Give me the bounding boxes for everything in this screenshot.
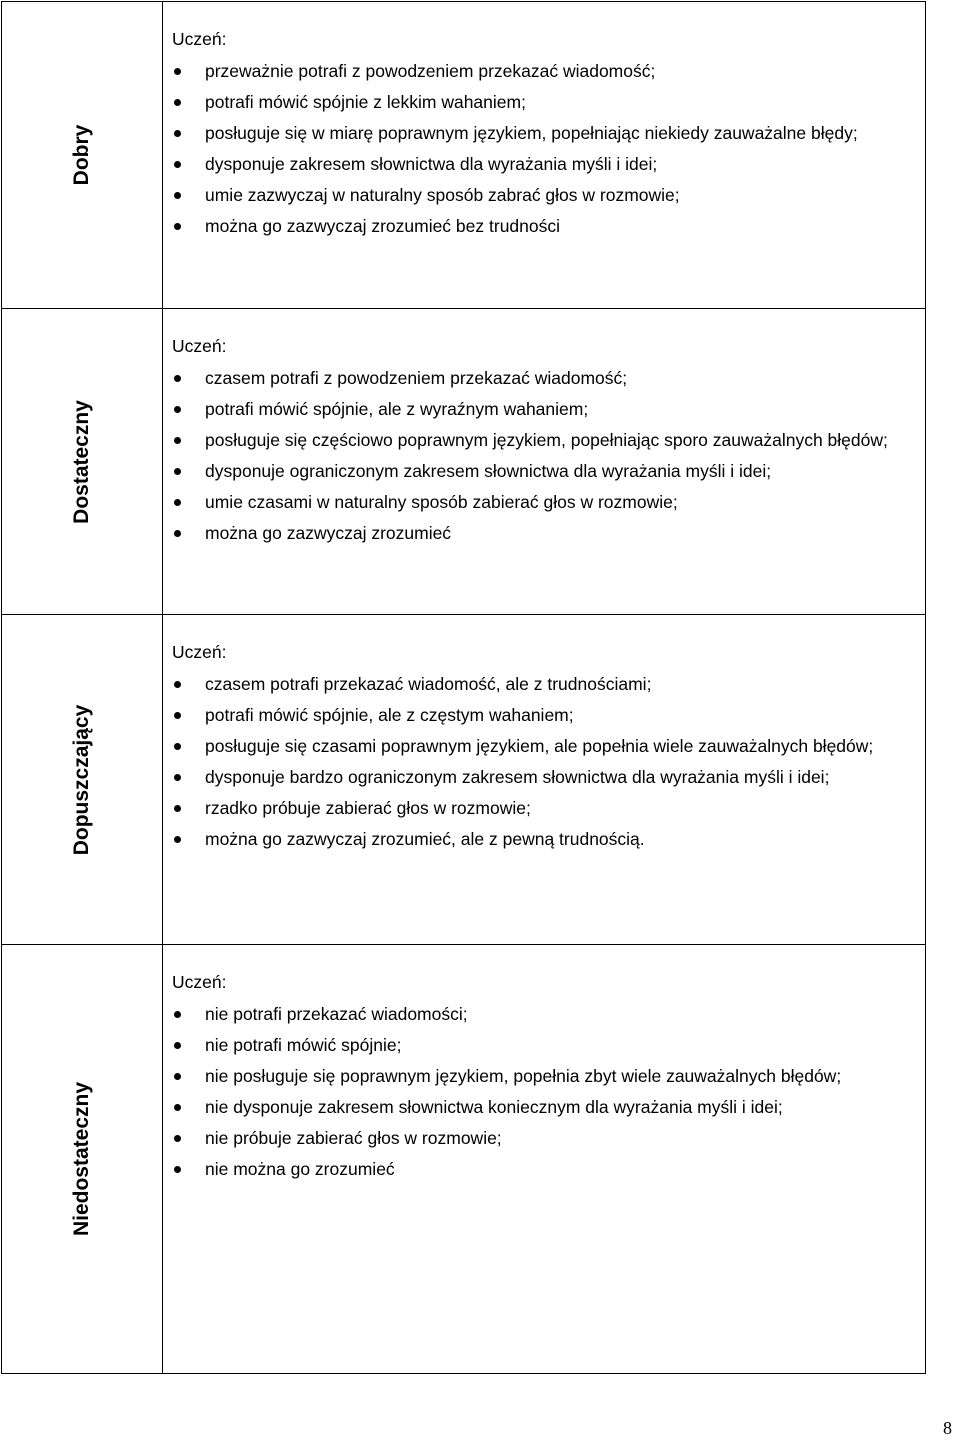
- grade-cell: [2, 945, 163, 1373]
- criteria-item: dysponuje bardzo ograniczonym zakresem słownictwa dla wyrażania myśli i idei;: [172, 767, 918, 788]
- criteria-item: przeważnie potrafi z powodzeniem przekazać wiadomość;: [172, 61, 918, 82]
- grade-cell: [2, 615, 163, 944]
- criteria-item: potrafi mówić spójnie, ale z wyraźnym wahaniem;: [172, 399, 918, 420]
- criteria-item: umie zazwyczaj w naturalny sposób zabrać głos w rozmowie;: [172, 185, 918, 206]
- grade-row-dopuszczajacy: [2, 615, 926, 945]
- criteria-list: [172, 1004, 918, 1180]
- criteria-lead: Uczeń:: [172, 29, 227, 49]
- bullet-icon: [174, 1011, 181, 1018]
- grade-row-niedostateczny: [2, 945, 926, 1374]
- criteria-item: można go zazwyczaj zrozumieć bez trudności: [172, 216, 918, 237]
- bullet-icon: [174, 1135, 181, 1142]
- bullet-icon: [174, 1166, 181, 1173]
- page-number: 8: [943, 1418, 952, 1438]
- criteria-item: nie potrafi mówić spójnie;: [172, 1035, 918, 1056]
- criteria-item: dysponuje zakresem słownictwa dla wyrażania myśli i idei;: [172, 154, 918, 175]
- grade-cell: [2, 2, 163, 308]
- bullet-icon: [174, 805, 181, 812]
- criteria-item: posługuje się w miarę poprawnym językiem, popełniając niekiedy zauważalne błędy;: [172, 123, 918, 144]
- criteria-cell: [163, 309, 926, 614]
- criteria-item: posługuje się czasami poprawnym językiem, ale popełnia wiele zauważalnych błędów;: [172, 736, 918, 757]
- bullet-icon: [174, 530, 181, 537]
- criteria-item: rzadko próbuje zabierać głos w rozmowie;: [172, 798, 918, 819]
- grade-cell: [2, 309, 163, 614]
- criteria-item: potrafi mówić spójnie z lekkim wahaniem;: [172, 92, 918, 113]
- criteria-list: [172, 674, 918, 850]
- bullet-icon: [174, 375, 181, 382]
- criteria-item: nie próbuje zabierać głos w rozmowie;: [172, 1128, 918, 1149]
- criteria-item: można go zazwyczaj zrozumieć, ale z pewną trudnością.: [172, 829, 918, 850]
- criteria-item: można go zazwyczaj zrozumieć: [172, 523, 918, 544]
- criteria-item: nie można go zrozumieć: [172, 1159, 918, 1180]
- bullet-icon: [174, 437, 181, 444]
- bullet-icon: [174, 743, 181, 750]
- bullet-icon: [174, 774, 181, 781]
- bullet-icon: [174, 130, 181, 137]
- grade-label: Dopuszczający: [70, 704, 93, 855]
- criteria-lead: Uczeń:: [172, 642, 227, 662]
- grade-label: Dobry: [70, 124, 93, 186]
- bullet-icon: [174, 161, 181, 168]
- grade-label: Dostateczny: [70, 399, 93, 524]
- bullet-icon: [174, 1104, 181, 1111]
- criteria-list: [172, 61, 918, 237]
- criteria-item: nie dysponuje zakresem słownictwa koniecznym dla wyrażania myśli i idei;: [172, 1097, 918, 1118]
- bullet-icon: [174, 1073, 181, 1080]
- criteria-item: czasem potrafi z powodzeniem przekazać wiadomość;: [172, 368, 918, 389]
- grading-table: [1, 1, 926, 1374]
- criteria-item: czasem potrafi przekazać wiadomość, ale z trudnościami;: [172, 674, 918, 695]
- criteria-item: posługuje się częściowo poprawnym językiem, popełniając sporo zauważalnych błędów;: [172, 430, 918, 451]
- bullet-icon: [174, 836, 181, 843]
- criteria-list: [172, 368, 918, 544]
- bullet-icon: [174, 468, 181, 475]
- bullet-icon: [174, 99, 181, 106]
- bullet-icon: [174, 192, 181, 199]
- criteria-item: dysponuje ograniczonym zakresem słownictwa dla wyrażania myśli i idei;: [172, 461, 918, 482]
- grade-row-dostateczny: [2, 309, 926, 615]
- bullet-icon: [174, 68, 181, 75]
- criteria-item: umie czasami w naturalny sposób zabierać głos w rozmowie;: [172, 492, 918, 513]
- bullet-icon: [174, 681, 181, 688]
- bullet-icon: [174, 1042, 181, 1049]
- bullet-icon: [174, 223, 181, 230]
- criteria-cell: [163, 2, 926, 308]
- criteria-item: potrafi mówić spójnie, ale z częstym wahaniem;: [172, 705, 918, 726]
- criteria-cell: [163, 945, 926, 1373]
- bullet-icon: [174, 499, 181, 506]
- grade-label: Niedostateczny: [70, 1081, 93, 1237]
- criteria-lead: Uczeń:: [172, 336, 227, 356]
- bullet-icon: [174, 406, 181, 413]
- grade-row-dobry: [2, 2, 926, 309]
- criteria-item: nie potrafi przekazać wiadomości;: [172, 1004, 918, 1025]
- criteria-lead: Uczeń:: [172, 972, 227, 992]
- bullet-icon: [174, 712, 181, 719]
- criteria-cell: [163, 615, 926, 944]
- criteria-item: nie posługuje się poprawnym językiem, popełnia zbyt wiele zauważalnych błędów;: [172, 1066, 918, 1087]
